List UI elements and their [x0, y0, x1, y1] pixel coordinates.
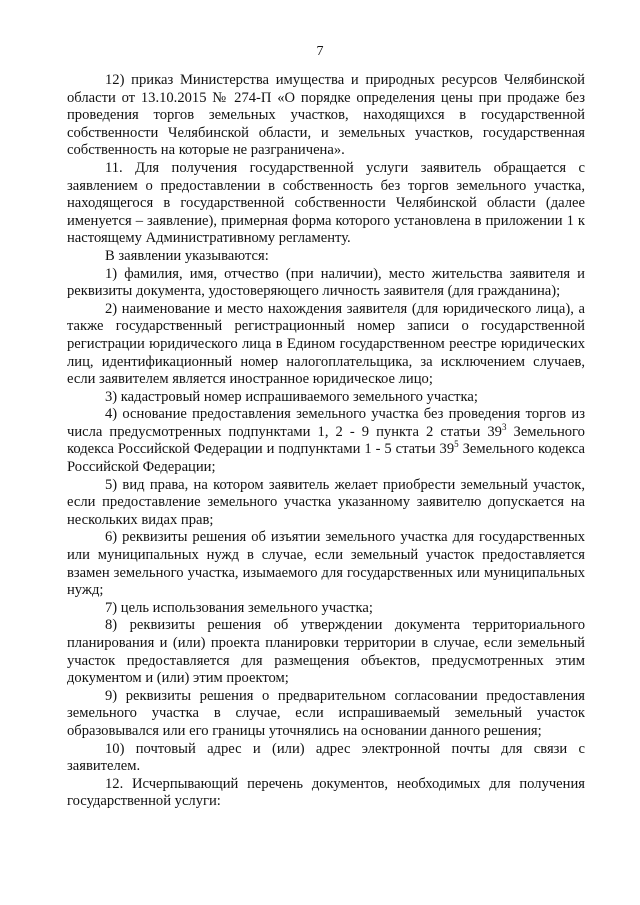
paragraph-item-8: 8) реквизиты решения об утверждении документа территориального планирования и (или) проекта планировки территории в случае, если земельный участок предоставляется для размещения объектов, предусмотренных этим документом и (или) этим проектом; [67, 617, 585, 687]
item-4-text-start: 4) основание предоставления земельного участка без проведения торгов из числа предусмотренных подпунктами 1, 2 - 9 пункта 2 статьи 39 [67, 406, 585, 440]
paragraph-item-1: 1) фамилия, имя, отчество (при наличии), место жительства заявителя и реквизиты документа, удостоверяющего личность заявителя (для гражданина); [67, 265, 585, 300]
paragraph-item-5: 5) вид права, на котором заявитель желает приобрести земельный участок, если предоставление земельного участка указанному заявителю допускается на нескольких видах прав; [67, 476, 585, 528]
page-number: 7 [316, 44, 324, 59]
paragraph-item-3: 3) кадастровый номер испрашиваемого земельного участка; [105, 388, 478, 405]
item-4-superscript-2: 5 [454, 439, 459, 450]
paragraph-item-4 [67, 406, 585, 476]
paragraph-section-12: 12. Исчерпывающий перечень документов, необходимых для получения государственной услуги: [67, 775, 585, 810]
paragraph-item-2: 2) наименование и место нахождения заявителя (для юридического лица), а также государственный регистрационный номер записи о государственной регистрации юридического лица в Едином государственном реестре юридических лиц, идентификационный номер налогоплательщика, за исключением случаев, если заявителем является иностранное юридическое лицо; [67, 300, 585, 388]
paragraph-application-contents: В заявлении указываются: [105, 247, 269, 264]
document-body [67, 72, 585, 811]
item-4-text-middle: Земельного кодекса Российской Федерации и подпунктами 1 - 5 статьи 39 [67, 423, 585, 458]
paragraph-item-10: 10) почтовый адрес и (или) адрес электронной почты для связи с заявителем. [67, 740, 585, 775]
item-4-text-end: Земельного кодекса Российской Федерации; [67, 441, 585, 476]
paragraph-item-9: 9) реквизиты решения о предварительном согласовании предоставления земельного участка в случае, если испрашиваемый земельный участок образовывался или его границы уточнялись на основании данного решения; [67, 687, 585, 739]
paragraph-item-6: 6) реквизиты решения об изъятии земельного участка для государственных или муниципальных нужд в случае, если земельный участок предоставляется взамен земельного участка, изымаемого для государственных или муниципальных нужд; [67, 529, 585, 599]
paragraph-item-12-order: 12) приказ Министерства имущества и природных ресурсов Челябинской области от 13.10.2015 № 274-П «О порядке определения цены при продаже без проведения торгов земельных участков, находящихся в государственной собственности Челябинской области, и земельных участков, государственная собственность на которые не разграничена». [67, 72, 585, 159]
item-4-superscript-1: 3 [501, 422, 507, 433]
paragraph-item-7: 7) цель использования земельного участка; [105, 599, 373, 616]
paragraph-section-11: 11. Для получения государственной услуги заявитель обращается с заявлением о предоставлении в собственность без торгов земельного участка, находящегося в государственной собственности Челябинской области (далее именуется – заявление), примерная форма которого установлена в приложении 1 к настоящему Административному регламенту. [67, 159, 585, 247]
